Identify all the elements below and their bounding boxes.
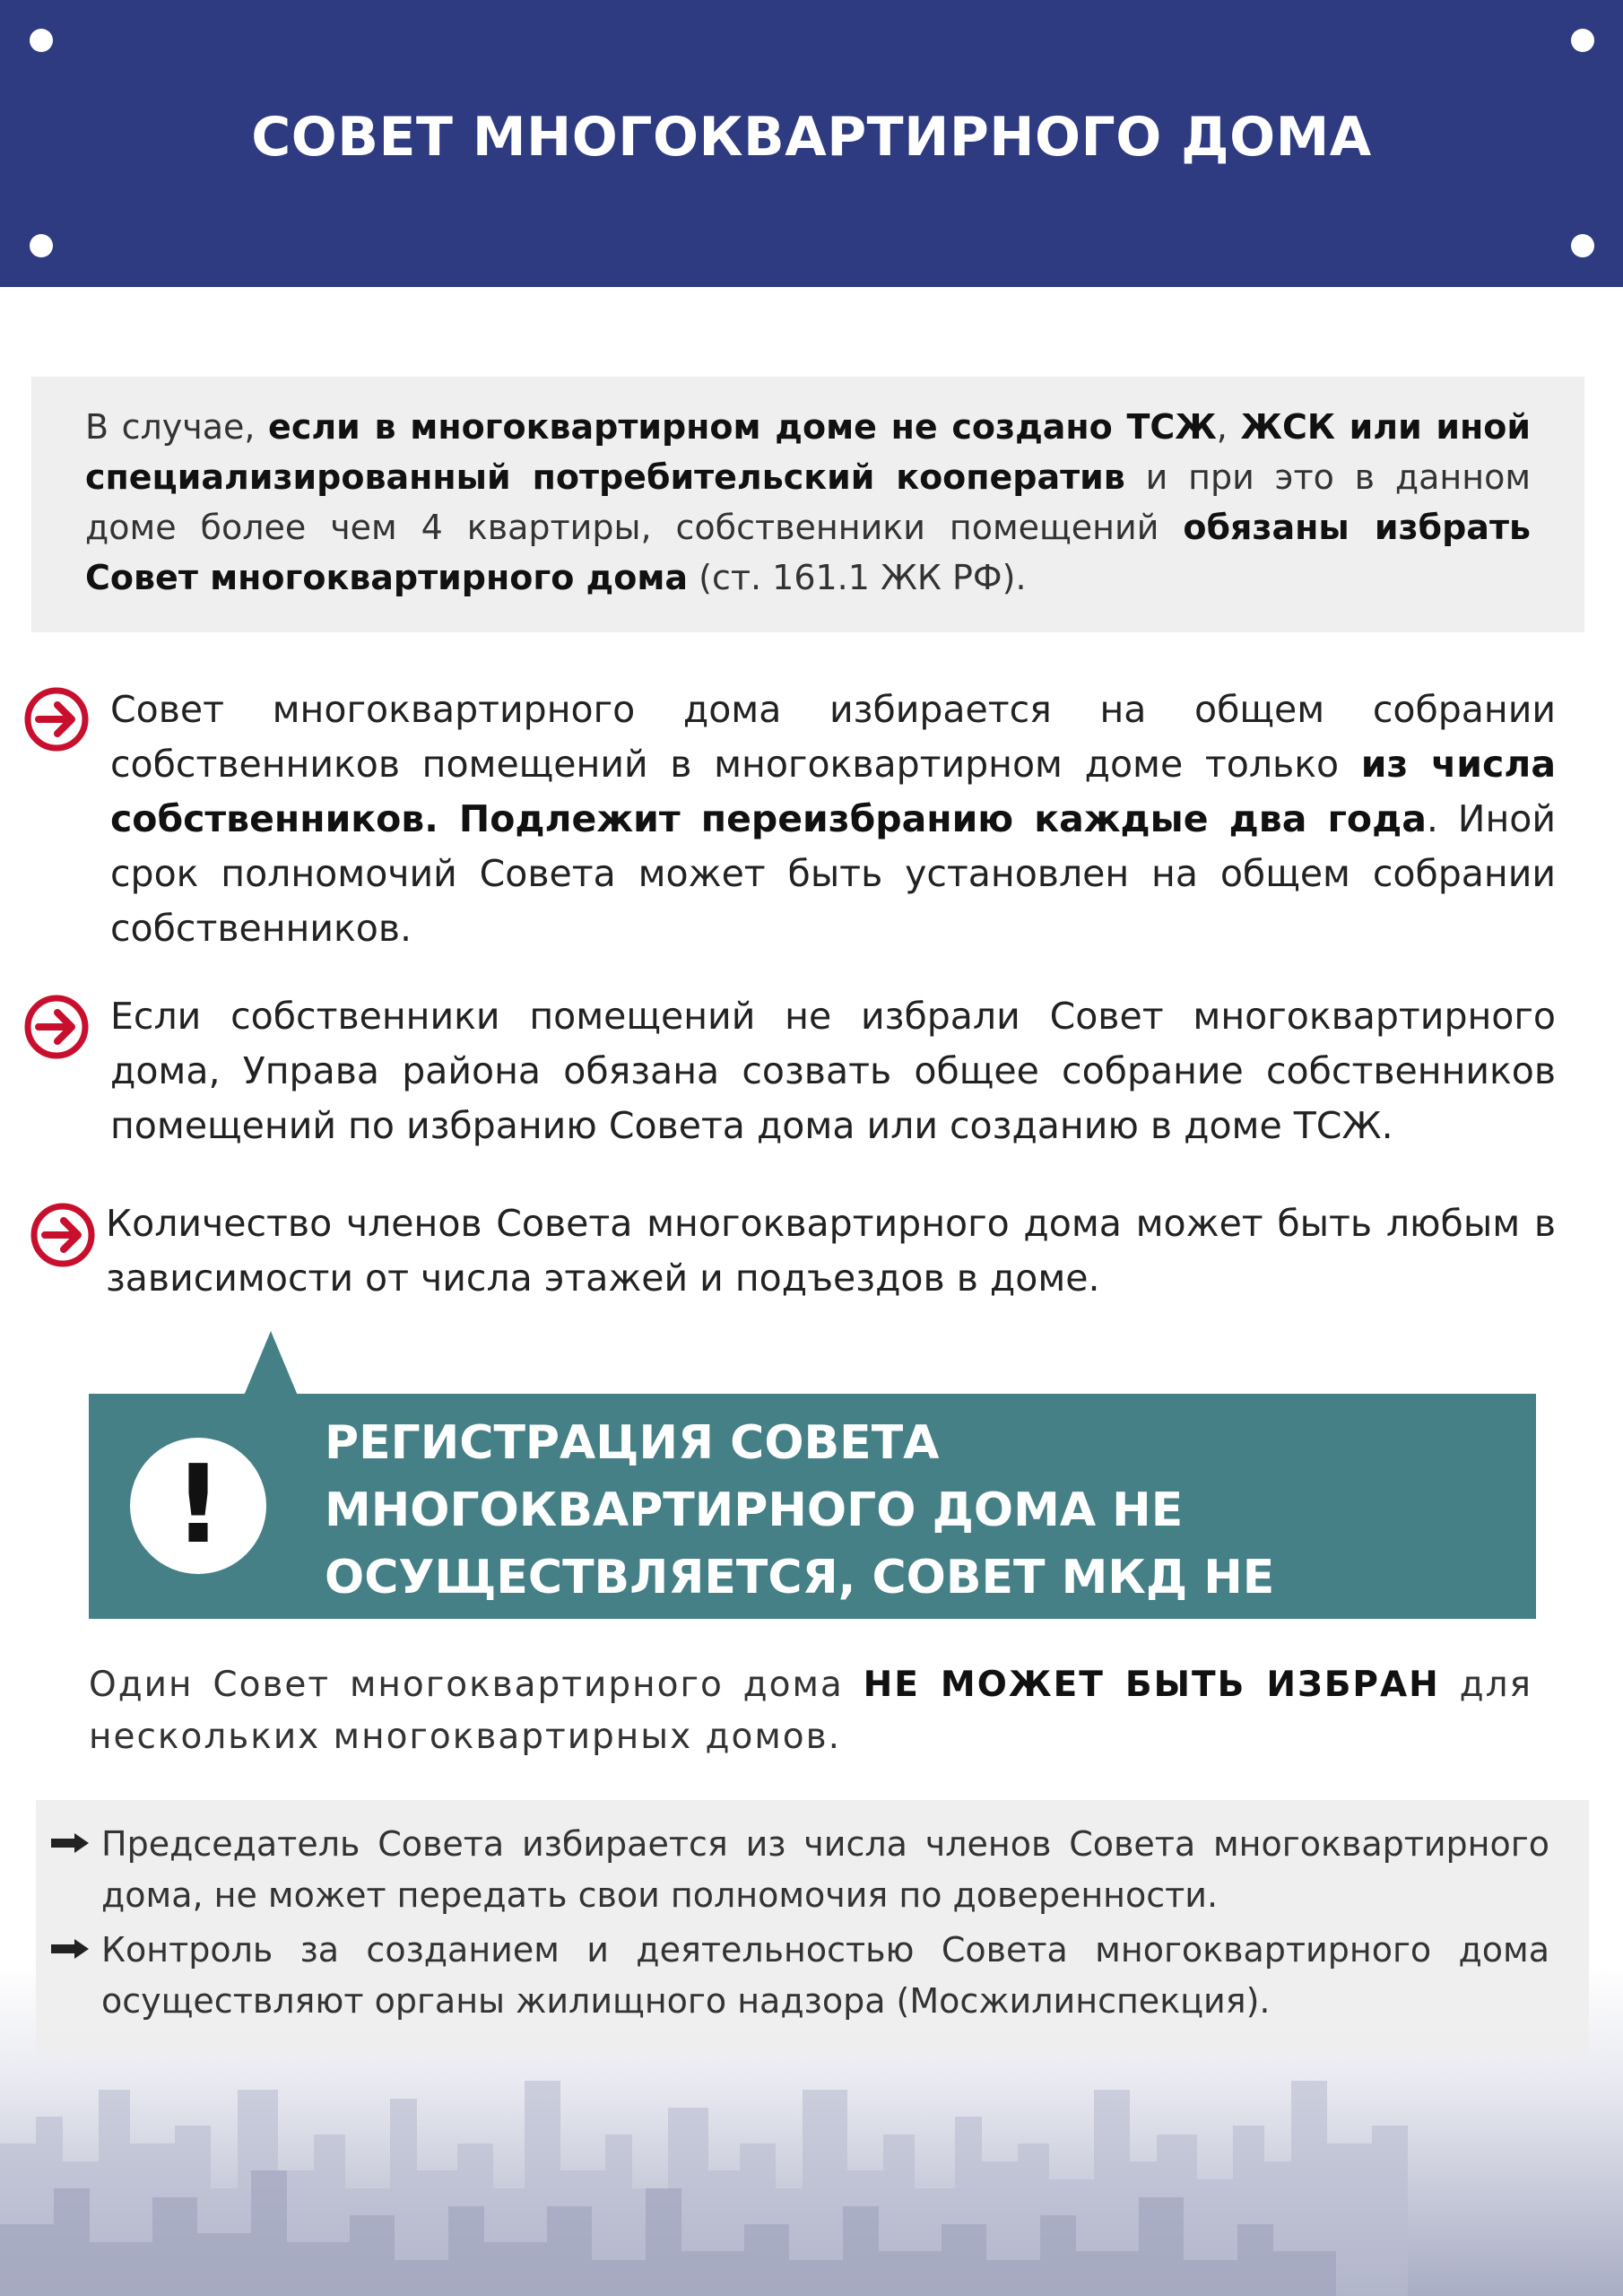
item-text: Количество членов Совета многоквартирного дома может быть любым в зависимости от числа этажей и подъездов в доме. [106, 1202, 1556, 1300]
arrow-right-circle-icon [23, 686, 90, 752]
arrow-bullet-icon [49, 1937, 91, 1961]
corner-dot [1571, 234, 1594, 257]
arrow-right-circle-icon [23, 994, 90, 1060]
bullet-item: Контроль за созданием и деятельностью Совета многоквартирного дома осуществляют органы жилищного надзора (Мосжилинспекция). [101, 1925, 1549, 2027]
item-text: Совет многоквартирного дома избирается на общем собрании собственников помещений в многоквартирном доме только из числа собственников. Подлежит переизбранию каждые два года. Иной срок полномочий Совета может быть установлен на общем собрании собственников. [110, 688, 1556, 950]
corner-dot [30, 29, 53, 52]
alert-box [89, 1394, 1536, 1672]
header-banner [0, 0, 1623, 287]
exclamation-icon: ! [130, 1438, 266, 1574]
intro-panel [31, 377, 1584, 632]
corner-dot [1571, 29, 1594, 52]
arrow-right-circle-icon [30, 1202, 96, 1268]
corner-dot [30, 234, 53, 257]
intro-text: В случае, если в многоквартирном доме не создано ТСЖ, ЖСК или иной специализированный потребительский кооператив и при это в данном доме более чем 4 квартиры, собственники помещений обязаны избрать Совет многоквартирного дома (ст. 161.1 ЖК РФ). [85, 407, 1532, 597]
alert-text: РЕГИСТРАЦИЯ СОВЕТА МНОГОКВАРТИРНОГО ДОМА НЕ ОСУЩЕСТВЛЯЕТСЯ, СОВЕТ МКД НЕ ЯВЛЯЕТСЯ ЮРИДИЧЕСКИМ ЛИЦОМ [325, 1416, 1280, 1672]
note-text: Один Совет многоквартирного дома НЕ МОЖЕТ БЫТЬ ИЗБРАН для нескольких многоквартирных домов. [89, 1665, 1533, 1757]
bullet-item: Председатель Совета избирается из числа членов Совета многоквартирного дома, не может передать свои полномочия по доверенности. [101, 1819, 1549, 1921]
item-text: Если собственники помещений не избрали Совет многоквартирного дома, Управа района обязана созвать общее собрание собственников помещений по избранию Совета дома или созданию в доме ТСЖ. [110, 995, 1556, 1147]
page-title: СОВЕТ МНОГОКВАРТИРНОГО ДОМА [251, 106, 1372, 169]
bottom-panel [36, 1800, 1589, 2054]
alert-tail [244, 1331, 298, 1396]
arrow-bullet-icon [49, 1831, 91, 1855]
